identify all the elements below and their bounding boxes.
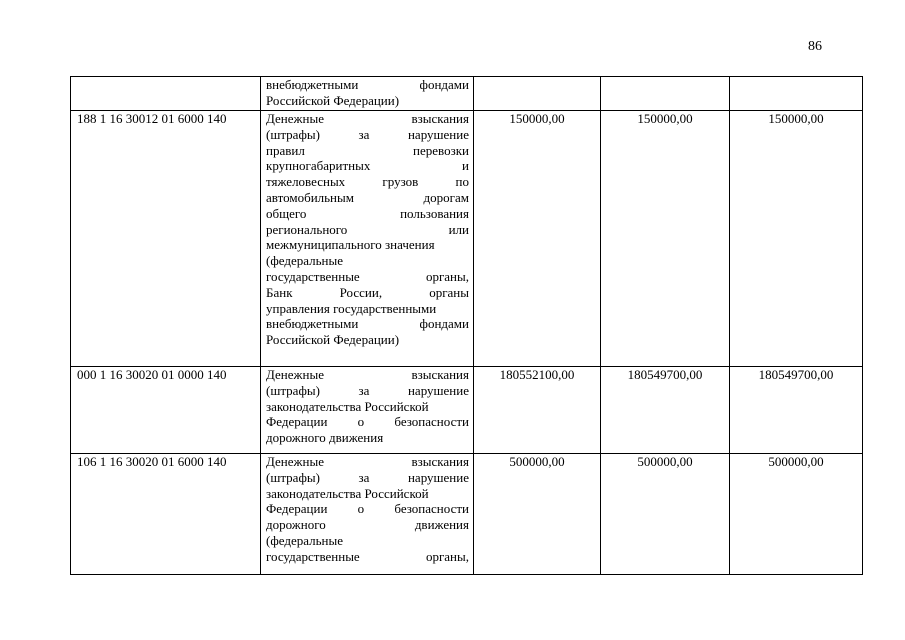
name-word: нарушение: [407, 382, 469, 398]
name-text-line: [266, 222, 469, 238]
name-word: государственные: [266, 548, 360, 564]
budget-code-cell: 106 1 16 30020 01 6000 140: [71, 454, 261, 575]
amount-cell-year-3: 150000,00: [730, 111, 863, 367]
table-row: [71, 111, 863, 367]
name-word: правил: [266, 142, 305, 158]
amount-cell-year-1: 180552100,00: [474, 367, 601, 454]
budget-code-cell: 000 1 16 30020 01 0000 140: [71, 367, 261, 454]
name-word: Российской Федерации): [266, 92, 400, 108]
name-text-line: [266, 111, 469, 127]
name-text-line: [266, 174, 469, 190]
name-word: (штрафы): [266, 382, 320, 398]
amount-cell-year-3: 180549700,00: [730, 367, 863, 454]
name-word: взыскания: [411, 367, 469, 382]
name-text-line: [266, 77, 469, 93]
name-word: Денежные: [266, 454, 324, 469]
name-text-line: [266, 127, 469, 143]
name-word: нарушение: [407, 469, 469, 485]
name-word: за: [358, 469, 370, 485]
name-word: внебюджетными: [266, 77, 359, 92]
name-word: безопасности: [394, 414, 469, 430]
name-text-line: [266, 454, 469, 470]
name-word: внебюджетными: [266, 316, 359, 332]
name-text-line: [266, 301, 469, 317]
amount-cell-year-2: 180549700,00: [601, 367, 730, 454]
amount-cell-year-1: 150000,00: [474, 111, 601, 367]
name-word: (штрафы): [266, 469, 320, 485]
name-text-line: [266, 332, 469, 348]
name-word: дорожного движения: [266, 430, 384, 446]
name-word: автомобильным: [266, 189, 354, 205]
amount-cell-year-3: [730, 77, 863, 111]
name-word: взыскания: [411, 454, 469, 469]
name-word: (штрафы): [266, 126, 320, 142]
name-word: управления государственными: [266, 300, 437, 316]
page-number: 86: [808, 39, 822, 54]
revenue-name-cell: [261, 77, 474, 111]
name-text-line: [266, 316, 469, 332]
name-text-line: [266, 237, 469, 253]
name-word: общего: [266, 205, 307, 221]
name-word: регионального: [266, 221, 348, 237]
name-word: (федеральные: [266, 253, 343, 269]
budget-code-cell: 188 1 16 30012 01 6000 140: [71, 111, 261, 367]
name-text-line: [266, 533, 469, 549]
name-word: законодательства Российской: [266, 485, 429, 501]
revenue-name-cell: [261, 367, 474, 454]
table-row: [71, 367, 863, 454]
table-body: [71, 77, 863, 575]
amount-cell-year-1: 500000,00: [474, 454, 601, 575]
name-word: (федеральные: [266, 532, 343, 548]
name-text-line: [266, 430, 469, 446]
amount-cell-year-2: 500000,00: [601, 454, 730, 575]
name-text-line: [266, 399, 469, 415]
name-word: или: [448, 221, 469, 237]
name-text-line: [266, 517, 469, 533]
name-word: законодательства Российской: [266, 398, 429, 414]
name-word: тяжеловесных: [266, 174, 346, 190]
name-word: дорогам: [423, 189, 469, 205]
name-word: взыскания: [411, 111, 469, 126]
name-word: за: [358, 126, 370, 142]
name-text-line: [266, 383, 469, 399]
name-word: за: [358, 382, 370, 398]
name-word: по: [455, 174, 469, 190]
name-text-line: [266, 93, 469, 109]
name-word: движения: [414, 517, 469, 533]
name-word: нарушение: [407, 126, 469, 142]
name-word: Федерации: [266, 414, 328, 430]
name-word: грузов: [382, 174, 419, 190]
name-text-line: [266, 285, 469, 301]
name-word: органы,: [425, 548, 469, 564]
name-word: государственные: [266, 268, 360, 284]
name-text-line: [266, 190, 469, 206]
name-text-line: [266, 486, 469, 502]
name-word: фондами: [419, 77, 469, 92]
name-word: безопасности: [394, 501, 469, 517]
name-word: Российской Федерации): [266, 332, 400, 348]
name-word: межмуниципального значения: [266, 237, 435, 253]
name-word: пользования: [400, 205, 469, 221]
revenue-name-cell: [261, 111, 474, 367]
name-word: о: [357, 414, 365, 430]
table-row: [71, 454, 863, 575]
name-text-line: [266, 501, 469, 517]
budget-table: [70, 76, 863, 575]
name-text-line: [266, 549, 469, 565]
budget-code-cell: [71, 77, 261, 111]
name-text-line: [266, 143, 469, 159]
name-text-line: [266, 470, 469, 486]
name-word: Денежные: [266, 367, 324, 382]
name-word: Банк: [266, 284, 293, 300]
amount-cell-year-2: [601, 77, 730, 111]
amount-cell-year-3: 500000,00: [730, 454, 863, 575]
name-word: крупногабаритных: [266, 158, 371, 174]
name-word: дорожного: [266, 517, 326, 533]
name-word: перевозки: [413, 142, 469, 158]
name-text-line: [266, 206, 469, 222]
name-word: органы: [429, 284, 469, 300]
name-word: и: [462, 158, 469, 174]
amount-cell-year-1: [474, 77, 601, 111]
name-text-line: [266, 253, 469, 269]
name-text-line: [266, 367, 469, 383]
name-word: Федерации: [266, 501, 328, 517]
name-word: России,: [339, 284, 383, 300]
name-word: органы,: [425, 268, 469, 284]
name-word: о: [357, 501, 365, 517]
name-word: Денежные: [266, 111, 324, 126]
amount-cell-year-2: 150000,00: [601, 111, 730, 367]
table-row: [71, 77, 863, 111]
revenue-name-cell: [261, 454, 474, 575]
name-word: фондами: [419, 316, 469, 332]
name-text-line: [266, 269, 469, 285]
name-text-line: [266, 158, 469, 174]
name-text-line: [266, 414, 469, 430]
